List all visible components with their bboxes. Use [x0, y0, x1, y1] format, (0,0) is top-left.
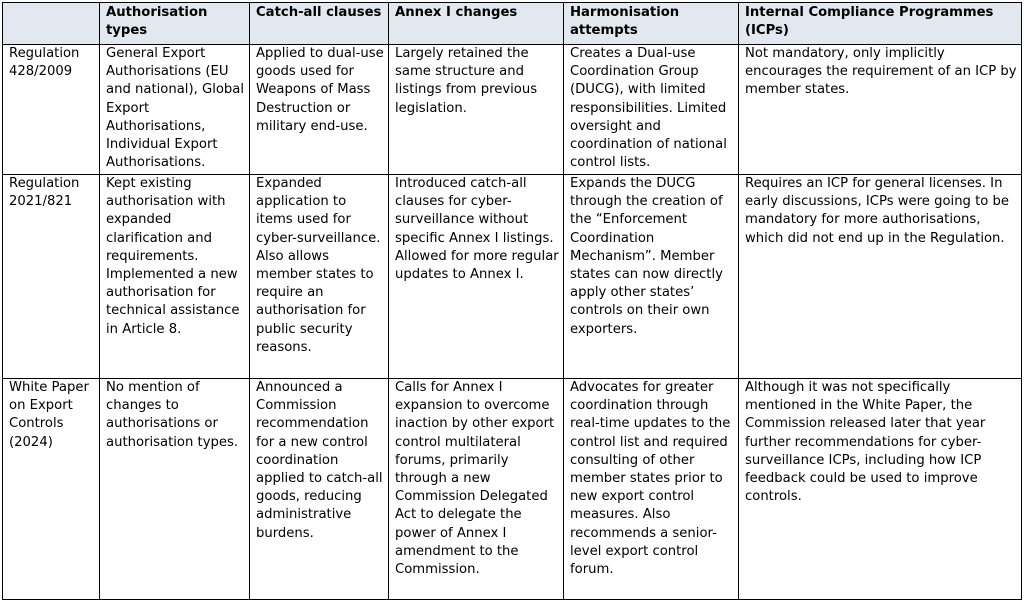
cell-internal-compliance-programmes: Although it was not specifically mentioned in the White Paper, the Commission released later that year further recommendations for cyber-surveillance ICPs, including how ICP feedback could be used to improve controls. [739, 379, 1022, 600]
cell-internal-compliance-programmes: Not mandatory, only implicitly encourages the requirement of an ICP by member states. [739, 45, 1022, 175]
cell-harmonisation-attempts: Expands the DUCG through the creation of the “Enforcement Coordination Mechanism”. Member states can now directly apply other states’ controls on their own exporters. [564, 175, 739, 379]
table-body [3, 45, 1022, 600]
cell-catch-all-clauses: Expanded application to items used for cyber-surveillance. Also allows member states to require an authorisation for public security reasons. [250, 175, 389, 379]
cell-annex-i-changes: Introduced catch-all clauses for cyber-surveillance without specific Annex I listings. Allowed for more regular updates to Annex I. [389, 175, 564, 379]
comparison-table [2, 2, 1022, 600]
row-label-regulation-2021-821: Regulation 2021/821 [3, 175, 100, 379]
header-authorisation-types: Authorisation types [100, 3, 250, 45]
table-row [3, 45, 1022, 175]
cell-authorisation-types: General Export Authorisations (EU and national), Global Export Authorisations, Individual Export Authorisations. [100, 45, 250, 175]
table-row [3, 379, 1022, 600]
header-internal-compliance-programmes: Internal Compliance Programmes (ICPs) [739, 3, 1022, 45]
header-annex-i-changes: Annex I changes [389, 3, 564, 45]
row-label-regulation-428-2009: Regulation 428/2009 [3, 45, 100, 175]
cell-authorisation-types: Kept existing authorisation with expanded clarification and requirements. Implemented a new authorisation for technical assistance in Article 8. [100, 175, 250, 379]
cell-annex-i-changes: Largely retained the same structure and listings from previous legislation. [389, 45, 564, 175]
header-corner-cell [3, 3, 100, 45]
header-row [3, 3, 1022, 45]
row-label-white-paper-2024: White Paper on Export Controls (2024) [3, 379, 100, 600]
cell-annex-i-changes: Calls for Annex I expansion to overcome inaction by other export control multilateral forums, primarily through a new Commission Delegated Act to delegate the power of Annex I amendment to the Commission. [389, 379, 564, 600]
header-harmonisation-attempts: Harmonisation attempts [564, 3, 739, 45]
table-header [3, 3, 1022, 45]
cell-catch-all-clauses: Announced a Commission recommendation for a new control coordination applied to catch-all goods, reducing administrative burdens. [250, 379, 389, 600]
cell-catch-all-clauses: Applied to dual-use goods used for Weapons of Mass Destruction or military end-use. [250, 45, 389, 175]
header-catch-all-clauses: Catch-all clauses [250, 3, 389, 45]
cell-internal-compliance-programmes: Requires an ICP for general licenses. In early discussions, ICPs were going to be mandatory for more authorisations, which did not end up in the Regulation. [739, 175, 1022, 379]
table-row [3, 175, 1022, 379]
cell-authorisation-types: No mention of changes to authorisations or authorisation types. [100, 379, 250, 600]
cell-harmonisation-attempts: Advocates for greater coordination through real-time updates to the control list and required consulting of other member states prior to new export control measures. Also recommends a senior-level export control forum. [564, 379, 739, 600]
cell-harmonisation-attempts: Creates a Dual-use Coordination Group (DUCG), with limited responsibilities. Limited oversight and coordination of national control lists. [564, 45, 739, 175]
